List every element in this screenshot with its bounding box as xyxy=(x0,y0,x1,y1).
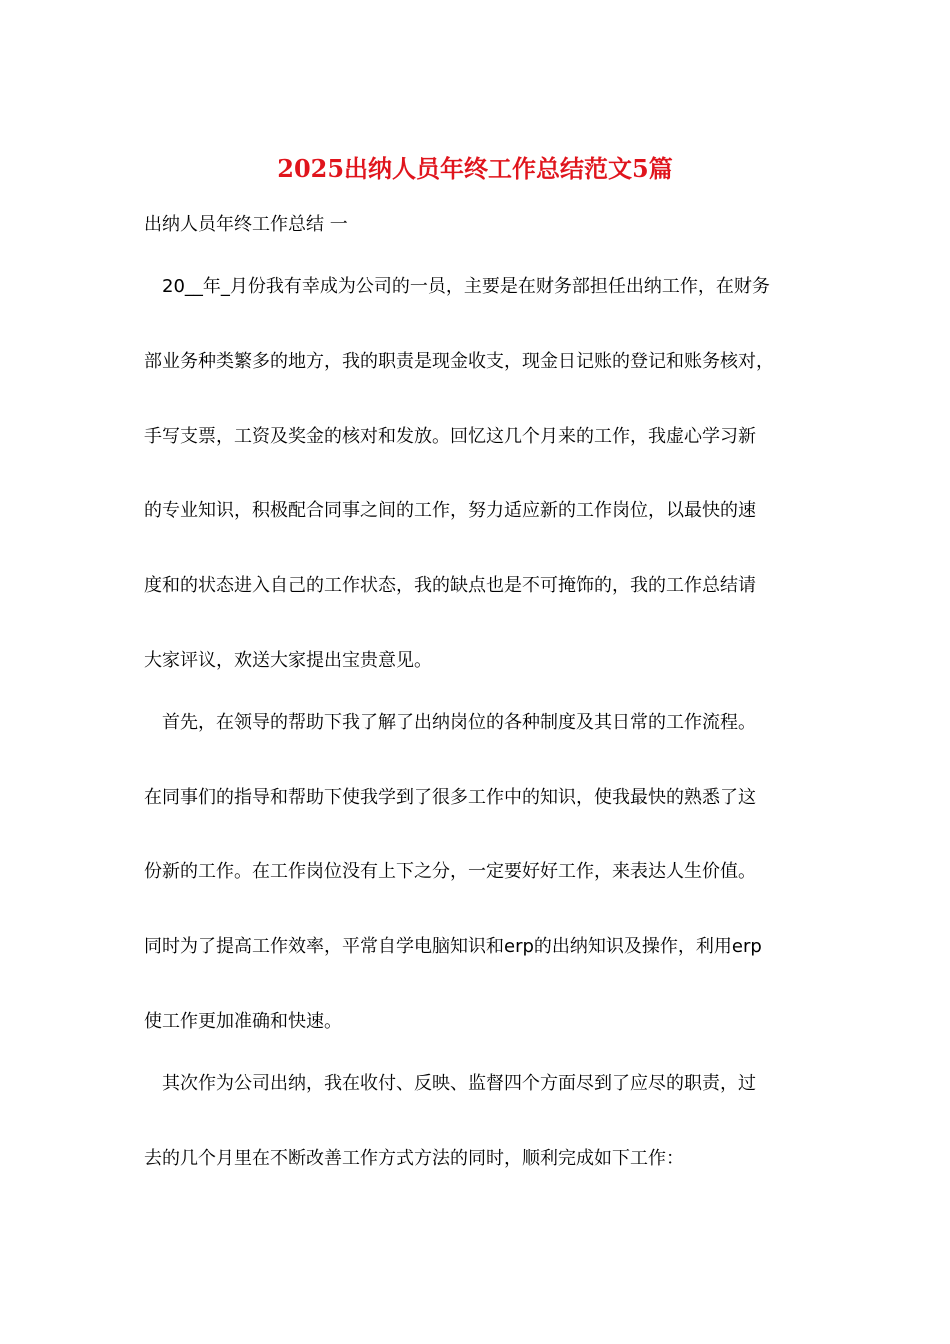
paragraph-line: 部业务种类繁多的地方，我的职责是现金收支，现金日记账的登记和账务核对， xyxy=(144,351,774,372)
paragraph-line: 的专业知识，积极配合同事之间的工作，努力适应新的工作岗位，以最快的速 xyxy=(144,500,756,521)
paragraph-line: 度和的状态进入自己的工作状态，我的缺点也是不可掩饰的，我的工作总结请 xyxy=(144,575,756,596)
paragraph-line: 手写支票，工资及奖金的核对和发放。回忆这几个月来的工作，我虚心学习新 xyxy=(144,426,756,447)
paragraph-line: 其次作为公司出纳，我在收付、反映、监督四个方面尽到了应尽的职责，过 xyxy=(162,1073,756,1094)
paragraph-line: 去的几个月里在不断改善工作方式方法的同时，顺利完成如下工作： xyxy=(144,1148,684,1169)
paragraph-line: 20__年_月份我有幸成为公司的一员，主要是在财务部担任出纳工作，在财务 xyxy=(162,276,770,297)
document-title: 2025出纳人员年终工作总结范文5篇 xyxy=(277,154,673,183)
paragraph-line: 同时为了提高工作效率，平常自学电脑知识和erp的出纳知识及操作，利用erp xyxy=(144,936,762,957)
paragraph-line: 份新的工作。在工作岗位没有上下之分，一定要好好工作，来表达人生价值。 xyxy=(144,861,756,882)
paragraph-line: 首先，在领导的帮助下我了解了出纳岗位的各种制度及其日常的工作流程。 xyxy=(162,712,756,733)
paragraph-line: 大家评议，欢送大家提出宝贵意见。 xyxy=(144,650,432,671)
paragraph-line: 在同事们的指导和帮助下使我学到了很多工作中的知识，使我最快的熟悉了这 xyxy=(144,787,756,808)
section-heading: 出纳人员年终工作总结 一 xyxy=(144,214,348,235)
paragraph-line: 使工作更加准确和快速。 xyxy=(144,1011,342,1032)
